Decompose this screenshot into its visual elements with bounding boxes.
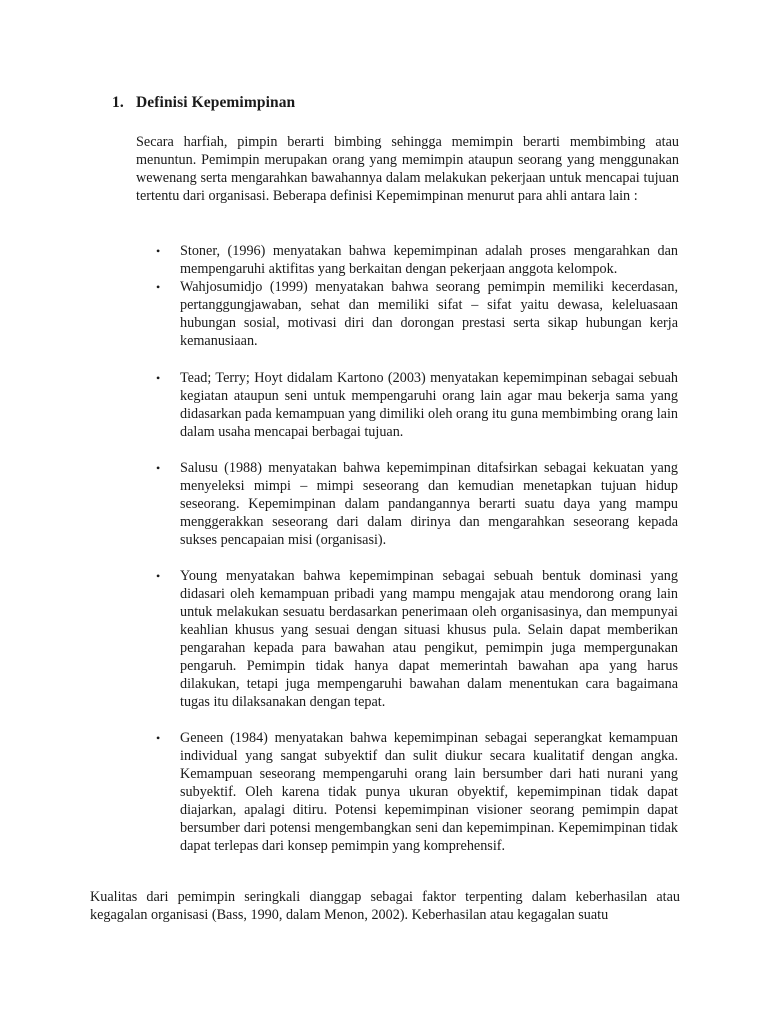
list-item [156,459,678,549]
bullet-icon: • [156,371,161,385]
list-item-text: Geneen (1984) menyatakan bahwa kepemimpinan sebagai seperangkat kemampuan individual yang sangat subyektif dan sulit diukur secara kualitatif dengan angka. Kemampuan seseorang mempengaruhi orang lain bersumber dari hati nurani yang subyektif. Oleh karena tidak punya ukuran obyektif, kepemimpinan tidak dapat diajarkan, apalagi ditiru. Potensi kepemimpinan visioner seorang pemimpin dapat bersumber dari potensi mengembangkan seni dan kepemimpinan. Kepemimpinan tidak dapat terlepas dari konsep pemimpin yang komprehensif. [180,730,678,854]
list-item-text: Salusu (1988) menyatakan bahwa kepemimpinan ditafsirkan sebagai kekuatan yang menyeleksi mimpi – mimpi seseorang dan kemudian menetapkan tujuan hidup seseorang. Kepemimpinan dalam pandangannya berarti suatu daya yang mampu menggerakkan seseorang dari dalam dirinya dan mengarahkan seseorang kepada sukses pencapaian misi (organisasi). [180,460,678,548]
bullet-icon: • [156,461,161,475]
list-item [156,729,678,855]
section-number: 1. [112,94,124,111]
bullet-icon: • [156,280,161,294]
bullet-icon: • [156,569,161,583]
list-item [156,369,678,441]
section-title: Definisi Kepemimpinan [136,94,296,111]
section-heading [112,94,295,112]
bullet-icon: • [156,244,161,258]
list-item [156,567,678,711]
closing-paragraph: Kualitas dari pemimpin seringkali dianggap sebagai faktor terpenting dalam keberhasilan atau kegagalan organisasi (Bass, 1990, dalam Menon, 2002). Keberhasilan atau kegagalan suatu [90,889,680,923]
list-item-text: Wahjosumidjo (1999) menyatakan bahwa seorang pemimpin memiliki kecerdasan, pertanggungjawaban, sehat dan memiliki sifat – sifat yaitu dewasa, keleluasaan hubungan sosial, motivasi diri dan dorongan prestasi serta sikap hubungan kerja kemanusiaan. [180,279,678,349]
list-item-text: Stoner, (1996) menyatakan bahwa kepemimpinan adalah proses mengarahkan dan mempengaruhi aktifitas yang berkaitan dengan pekerjaan anggota kelompok. [180,243,678,277]
list-item-text: Tead; Terry; Hoyt didalam Kartono (2003) menyatakan kepemimpinan sebagai sebuah kegiatan ataupun seni untuk mempengaruhi orang lain agar mau bekerja sama yang didasarkan pada kemampuan yang dimiliki oleh orang itu guna membimbing orang lain dalam usaha mencapai berbagai tujuan. [180,370,678,440]
bullet-icon: • [156,731,161,745]
list-item-text: Young menyatakan bahwa kepemimpinan sebagai sebuah bentuk dominasi yang didasari oleh kemampuan pribadi yang mampu mengajak atau mendorong orang lain untuk melakukan sesuatu berdasarkan penerimaan oleh organisasinya, dan mempunyai keahlian khusus yang sesuai dengan situasi khusus pula. Selain dapat memberikan pengarahan kepada para bawahan atau pengikut, pemimpin juga mempergunakan pengaruh. Pemimpin tidak hanya dapat memerintah bawahan apa yang harus dilakukan, tetapi juga mempengaruhi bawahan dalam menentukan cara bagaimana tugas itu dilaksanakan dengan tepat. [180,568,678,710]
intro-paragraph: Secara harfiah, pimpin berarti bimbing sehingga memimpin berarti membimbing atau menuntun. Pemimpin merupakan orang yang memimpin ataupun seorang yang menggunakan wewenang serta mengarahkan bawahannya dalam melakukan pekerjaan untuk mencapai tujuan tertentu dari organisasi. Beberapa definisi Kepemimpinan menurut para ahli antara lain : [136,134,679,204]
list-item [156,278,678,350]
list-item [156,242,678,278]
